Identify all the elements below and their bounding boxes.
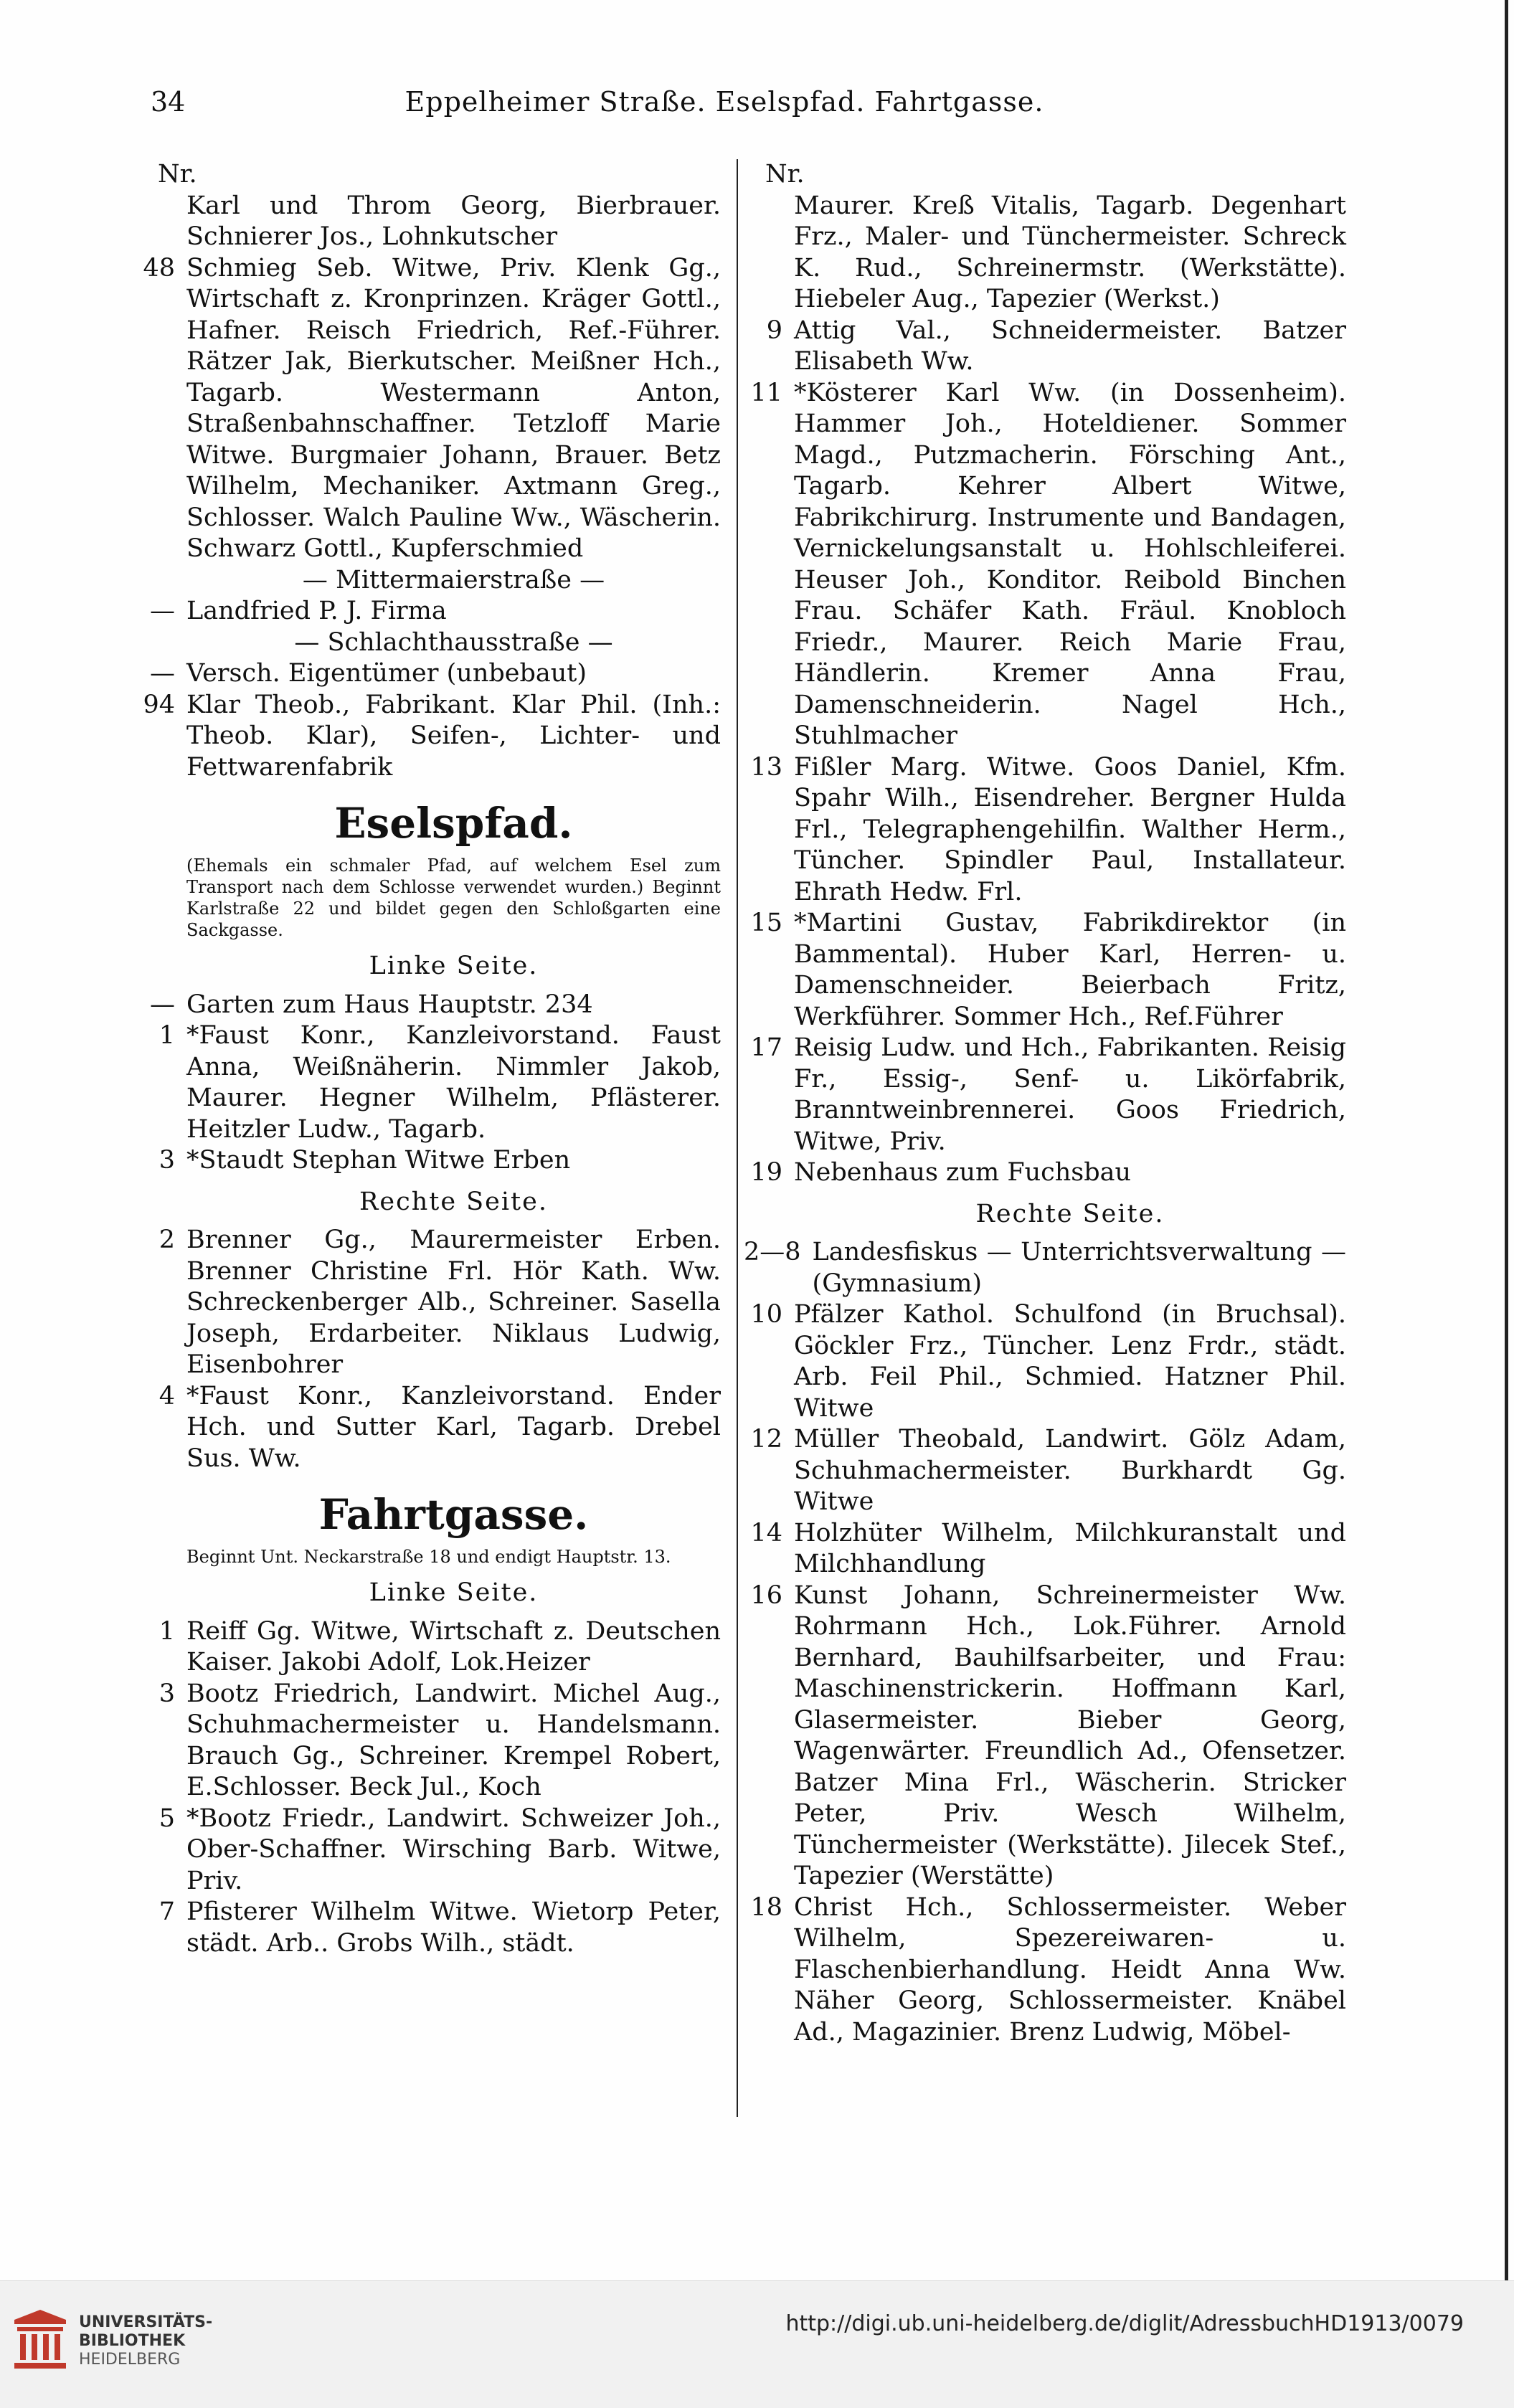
side-label: Rechte Seite. bbox=[975, 1199, 1165, 1228]
list-item: 94 Klar Theob., Fabrikant. Klar Phil. (Inh.: Theob. Klar), Seifen-, Lichter- und Fettwarenfabrik bbox=[143, 690, 721, 782]
list-item: 15 *Martini Gustav, Fabrikdirektor (in Bammental). Huber Karl, Herren- u. Damenschneider. Beierbach Fritz, Werkführer. Sommer Hch., Ref.Führer bbox=[750, 909, 1346, 1031]
section-note: (Ehemals ein schmaler Pfad, auf welchem Esel zum Transport nach dem Schlosse verwendet wurden.) Beginnt Karlstraße 22 und bildet gegen den Schloßgarten eine Sackgasse. bbox=[186, 855, 721, 940]
list-item: — Landfried P. J. Firma bbox=[150, 597, 447, 625]
list-item: 5 *Bootz Friedr., Landwirt. Schweizer Joh., Ober-Schaffner. Wirsching Barb. Witwe, Priv. bbox=[159, 1803, 721, 1895]
list-item: 3 Bootz Friedrich, Landwirt. Michel Aug., Schuhmachermeister u. Handelsmann. Brauch Gg., Schreiner. Krempel Robert, E.Schlosser. Beck Jul., Koch bbox=[159, 1679, 721, 1801]
street-crossing: — Schlachthausstraße — bbox=[294, 627, 613, 657]
list-item: 12 Müller Theobald, Landwirt. Gölz Adam, Schuhmachermeister. Burkhardt Gg. Witwe bbox=[750, 1425, 1346, 1516]
side-label: Rechte Seite. bbox=[359, 1187, 548, 1216]
list-item: 11 *Kösterer Karl Ww. (in Dossenheim). Hammer Joh., Hoteldiener. Sommer Magd., Putzmacherin. Försching Ant., Tagarb. Kehrer Albert Witwe, Fabrikchirurg. Instrumente und Bandagen, Vernickelungsanstalt u. Hohlschleiferei. Heuser Joh., Konditor. Reibold Binchen Frau. Schäfer Kath. Fräul. Knobloch Friedr., Maurer. Reich Marie Frau, Händlerin. Kremer Anna Frau, Damenschneiderin. Nagel Hch., Stuhlmacher bbox=[750, 378, 1346, 750]
page-number: 34 bbox=[151, 86, 186, 118]
page-edge-rule bbox=[1505, 0, 1508, 2407]
source-url-link[interactable]: http://digi.ub.uni-heidelberg.de/diglit/AdressbuchHD1913/0079 bbox=[785, 2311, 1464, 2336]
nr-label: Nr. bbox=[158, 160, 197, 189]
list-item: 2—8 Landesfiskus — Unterrichtsverwaltung — (Gymnasium) bbox=[744, 1238, 1346, 1298]
side-label: Linke Seite. bbox=[369, 952, 539, 980]
page-title: Eppelheimer Straße. Eselspfad. Fahrtgasse. bbox=[404, 86, 1044, 118]
library-logo-icon bbox=[14, 2310, 66, 2370]
list-item: 18 Christ Hch., Schlossermeister. Weber Wilhelm, Spezereiwaren- u. Flaschenbierhandlung. Heidt Anna Ww. Näher Georg, Schlossermeister. Knäbel Ad., Magazinier. Brenz Ludwig, Möbel- bbox=[750, 1892, 1346, 2047]
list-item: 17 Reisig Ludw. und Hch., Fabrikanten. Reisig Fr., Essig-, Senf- u. Likörfabrik, Branntweinbrennerei. Goos Friedrich, Witwe, Priv. bbox=[750, 1033, 1346, 1156]
section-title-fahrtgasse: Fahrtgasse. bbox=[318, 1490, 589, 1539]
list-item: 4 *Faust Konr., Kanzleivorstand. Ender Hch. und Sutter Karl, Tagarb. Drebel Sus. Ww. bbox=[159, 1381, 721, 1473]
list-item: 48 Schmieg Seb. Witwe, Priv. Klenk Gg., Wirtschaft z. Kronprinzen. Kräger Gottl., Hafner. Reisch Friedrich, Ref.-Führer. Rätzer Jak, Bierkutscher. Meißner Hch., Tagarb. Westermann Anton, Straßenbahnschaffner. Tetzloff Marie Witwe. Burgmaier Johann, Brauer. Betz Wilhelm, Mechaniker. Axtmann Greg., Schlosser. Walch Pauline Ww., Wäscherin. Schwarz Gottl., Kupferschmied bbox=[143, 253, 721, 563]
section-note: Beginnt Unt. Neckarstraße 18 und endigt Hauptstr. 13. bbox=[186, 1547, 671, 1567]
list-item: 9 Attig Val., Schneidermeister. Batzer Elisabeth Ww. bbox=[766, 316, 1346, 376]
street-crossing: — Mittermaierstraße — bbox=[302, 565, 605, 594]
list-item: 1 Reiff Gg. Witwe, Wirtschaft z. Deutschen Kaiser. Jakobi Adolf, Lok.Heizer bbox=[159, 1616, 721, 1677]
list-item: — Garten zum Haus Hauptstr. 234 bbox=[150, 990, 593, 1019]
page-header bbox=[129, 86, 1320, 136]
left-column bbox=[136, 159, 721, 1959]
list-item: Karl und Throm Georg, Bierbrauer. Schnierer Jos., Lohnkutscher bbox=[186, 191, 721, 251]
column-divider bbox=[737, 159, 738, 2117]
list-item: 3 *Staudt Stephan Witwe Erben bbox=[159, 1146, 571, 1175]
list-item: 7 Pfisterer Wilhelm Witwe. Wietorp Peter, städt. Arb.. Grobs Wilh., städt. bbox=[159, 1897, 721, 1958]
list-item: — Versch. Eigentümer (unbebaut) bbox=[150, 659, 587, 688]
library-name: UNIVERSITÄTS- BIBLIOTHEK HEIDELBERG bbox=[79, 2313, 213, 2369]
list-item: 13 Fißler Marg. Witwe. Goos Daniel, Kfm. Spahr Wilh., Eisendreher. Bergner Hulda Frl., Telegraphengehilfin. Walther Herm., Tüncher. Spindler Paul, Installateur. Ehrath Hedw. Frl. bbox=[750, 752, 1346, 906]
footer-bar bbox=[0, 2280, 1514, 2408]
list-item: Maurer. Kreß Vitalis, Tagarb. Degenhart Frz., Maler- und Tünchermeister. Schreck K. Rud., Schreinermstr. (Werkstätte). Hiebeler Aug., Tapezier (Werkst.) bbox=[794, 191, 1346, 313]
list-item: 14 Holzhüter Wilhelm, Milchkuranstalt und Milchhandlung bbox=[750, 1518, 1346, 1578]
list-item: 19 Nebenhaus zum Fuchsbau bbox=[750, 1158, 1132, 1187]
nr-label: Nr. bbox=[765, 160, 805, 189]
list-item: 1 *Faust Konr., Kanzleivorstand. Faust Anna, Weißnäherin. Nimmler Jakob, Maurer. Hegner Wilhelm, Pflästerer. Heitzler Ludw., Tagarb. bbox=[159, 1021, 721, 1144]
section-title-eselspfad: Eselspfad. bbox=[334, 799, 573, 848]
side-label: Linke Seite. bbox=[369, 1578, 539, 1607]
list-item: 16 Kunst Johann, Schreinermeister Ww. Rohrmann Hch., Lok.Führer. Arnold Bernhard, Bauhilfsarbeiter, und Frau: Maschinenstrickerin. Hoffmann Karl, Glasermeister. Bieber Georg, Wagenwärter. Freundlich Ad., Ofensetzer. Batzer Mina Frl., Wäscherin. Stricker Peter, Priv. Wesch Wilhelm, Tünchermeister (Werkstätte). Jilecek Stef., Tapezier (Werstätte) bbox=[750, 1580, 1346, 1890]
list-item: 2 Brenner Gg., Maurermeister Erben. Brenner Christine Frl. Hör Kath. Ww. Schreckenberger Alb., Schreiner. Sasella Joseph, Erdarbeiter. Niklaus Ludwig, Eisenbohrer bbox=[159, 1226, 721, 1379]
list-item: 10 Pfälzer Kathol. Schulfond (in Bruchsal). Göckler Frz., Tüncher. Lenz Frdr., städt. Arb. Feil Phil., Schmied. Hatzner Phil. Witwe bbox=[750, 1300, 1346, 1423]
right-column bbox=[744, 159, 1346, 2048]
